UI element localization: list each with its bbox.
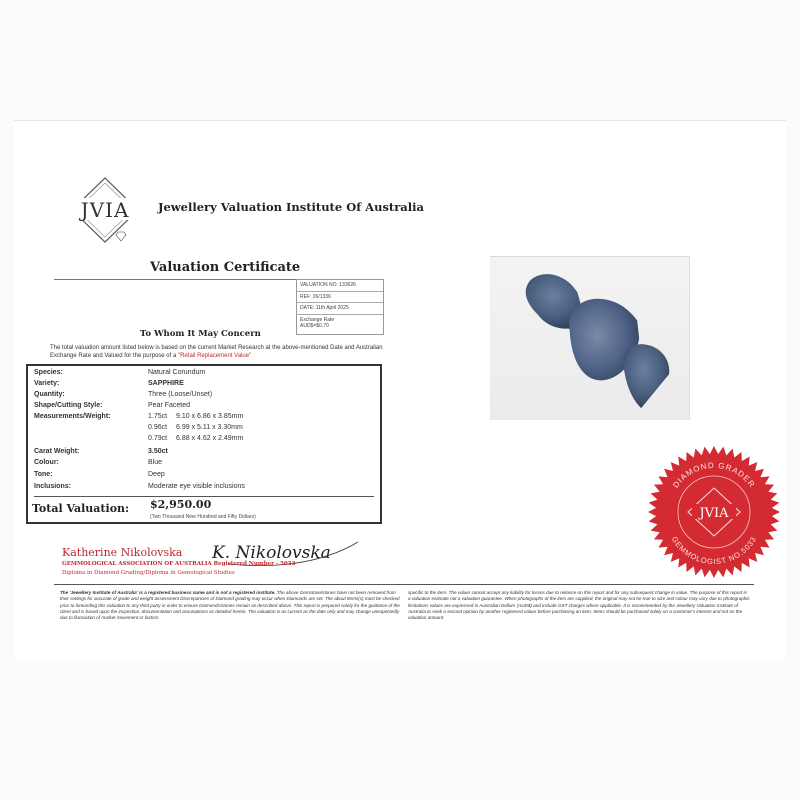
seal-top-text: DIAMOND GRADER <box>671 460 757 490</box>
quantity-label: Quantity: <box>34 391 65 398</box>
measurement-line <box>148 413 243 420</box>
colour-value: Blue <box>148 459 163 466</box>
species-value: Natural Corundum <box>148 369 206 376</box>
measurement-dims: 6.88 x 4.62 x 2.49mm <box>176 435 244 442</box>
valuation-number: VALUATION NO: 133626 <box>300 282 356 288</box>
disclaimer-left <box>60 590 402 621</box>
total-divider <box>34 496 374 497</box>
exchange-value: AUD$=$0.70 <box>300 323 329 329</box>
intro-body: The total valuation amount listed below is based on the current Market Research at the above-mentioned Date and Australian Exchange Rate and Valued for the purpose of a <box>50 345 383 359</box>
seal-bottom-text: GEMMOLOGIST NO.5033 <box>669 534 759 567</box>
shape-value: Pear Faceted <box>148 402 191 409</box>
measurements-label: Measurements/Weight: <box>34 413 111 420</box>
ref-divider <box>297 314 383 315</box>
valuation-purpose: "Retail Replacement Value" <box>177 353 252 359</box>
variety-label: Variety: <box>34 380 60 387</box>
measurement-line <box>148 435 243 442</box>
measurement-weight: 0.79ct <box>148 435 168 442</box>
footer-divider <box>54 584 754 585</box>
carat-label: Carat Weight: <box>34 448 80 455</box>
signature-text: K. Nikolovska <box>212 543 331 563</box>
ref-divider <box>297 291 383 292</box>
tone-value: Deep <box>148 471 165 478</box>
tone-label: Tone: <box>34 471 53 478</box>
exchange-label: Exchange Rate <box>300 316 335 323</box>
total-valuation-label: Total Valuation: <box>32 502 130 515</box>
seal-center-text: JVIA <box>699 506 729 521</box>
institute-name: Jewellery Valuation Institute Of Australia <box>158 200 424 214</box>
disclaimer-right: specific to the item. The valuer cannot accept any liability for losses due to reliance on this report and for any subsequent change in value. The purpose of this report is a valuation estimate not a valuation guarantee. When photographs of the item are supplied, the original may not be true to size and colour may vary due to photographic limitations values are expressed in Australian Dollars (AUD$) and include GST charges where applicable. It is recommended by the Jewellery Valuation Institute of Australia to seek a second opinion by another registered valuer before purchasing an item. Items should be purchased solely on a customer's interest and not on the valuation amount. <box>408 590 750 621</box>
valuer-diploma: Diploma in Diamond Grading/Diploma in Gemological Studies <box>62 570 235 576</box>
concern-heading: To Whom It May Concern <box>140 329 261 339</box>
intro-text <box>50 344 390 360</box>
inclusions-value: Moderate eye visible inclusions <box>148 483 245 490</box>
disclaimer-left-text: The above Gemstone/stones have not been removed from their settings for accurate of grade and weight assessment Discrepancies of Diamond grading may occur when Diamonds are set. The about Items(s) must be checked prior to forwarding this valuation to any third party in order to ensure Diamonds/stones remain as described above. This report is prepared solely for the guidance of the client and is based upon the inspection, documentation and assumptions as detailed herein. The valuation is as current as the date only and may change unexpectedly due to fluctuation of market movement or factors <box>60 590 400 621</box>
species-label: Species: <box>34 369 63 376</box>
variety-value: SAPPHIRE <box>148 380 184 387</box>
certificate-title: Valuation Certificate <box>150 260 301 275</box>
colour-label: Colour: <box>34 459 59 466</box>
sapphire-stone-3 <box>623 344 669 408</box>
sapphire-photo <box>490 256 690 420</box>
measurement-dims: 9.10 x 6.86 x 3.85mm <box>176 413 244 420</box>
shape-label: Shape/Cutting Style: <box>34 402 103 409</box>
inclusions-label: Inclusions: <box>34 483 71 490</box>
ref-divider <box>297 302 383 303</box>
measurement-line <box>148 424 243 431</box>
disclaimer-bold: The 'Jewellery Institute of Australia' is a registered business name and is not a registered institute. <box>60 590 276 595</box>
reference-number: REF: 26/1336 <box>300 293 331 300</box>
valuation-details <box>26 364 382 524</box>
logo-text: JVIA <box>80 198 130 222</box>
total-valuation-words: (Two Thousand Nine Hundred and Fifty Dollars) <box>150 514 256 520</box>
total-valuation-amount: $2,950.00 <box>150 498 212 511</box>
valuation-date: DATE: 11th April 2025 <box>300 305 349 311</box>
measurement-weight: 1.75ct <box>148 413 168 420</box>
measurement-dims: 6.99 x 5.11 x 3.30mm <box>176 424 243 431</box>
valuer-name: Katherine Nikolovska <box>62 546 183 559</box>
measurement-weight: 0.96ct <box>148 424 168 431</box>
diamond-grader-seal <box>644 442 784 582</box>
quantity-value: Three (Loose/Unset) <box>148 391 213 398</box>
valuer-association: GEMMOLOGICAL ASSOCIATION OF AUSTRALIA Registered Number - 5033 <box>62 561 296 567</box>
jvia-logo <box>66 176 144 246</box>
carat-value: 3.50ct <box>148 448 168 455</box>
reference-box <box>296 279 384 335</box>
